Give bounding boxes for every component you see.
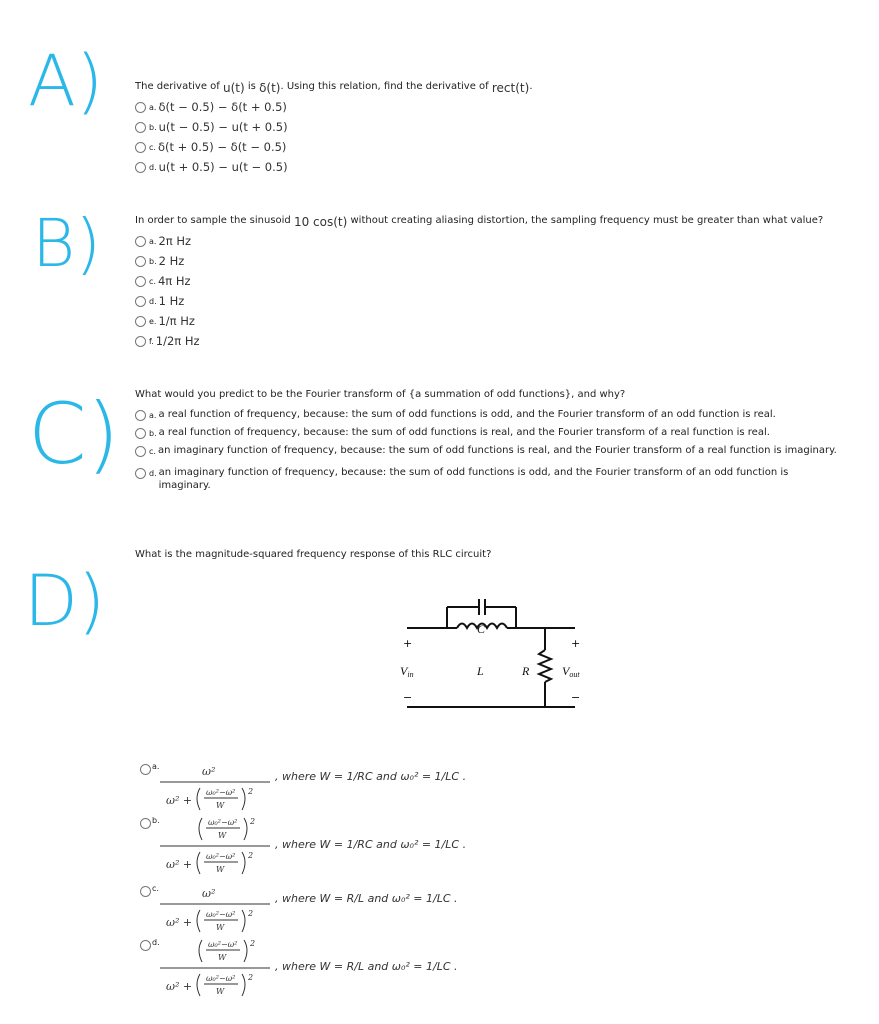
- svg-text:ω₀²−ω²: ω₀²−ω²: [208, 940, 238, 949]
- label-vout: Vout: [562, 664, 580, 679]
- svg-text:2: 2: [250, 939, 256, 948]
- svg-text:2: 2: [248, 973, 254, 982]
- vin-minus: −: [403, 691, 413, 704]
- radio-button[interactable]: [135, 276, 146, 287]
- option-a[interactable]: a. a real function of frequency, because: the sum of odd functions is odd, and the Fourier transform of an odd function is real.: [135, 408, 839, 426]
- option-c[interactable]: c. an imaginary function of frequency, because: the sum of odd functions is real, and the Fourier transform of a real function is imaginary.: [135, 444, 839, 462]
- radio-button[interactable]: [140, 940, 151, 951]
- svg-text:ω²: ω²: [202, 765, 216, 778]
- svg-text:2: 2: [248, 787, 254, 796]
- radio-button[interactable]: [135, 296, 146, 307]
- radio-button[interactable]: [135, 162, 146, 173]
- question-b-text: In order to sample the sinusoid 10 cos(t) without creating aliasing distortion, the sampling frequency must be greater than what value?: [135, 215, 824, 229]
- label-c: C: [477, 622, 486, 636]
- svg-text:2: 2: [250, 817, 256, 826]
- radio-button[interactable]: [135, 102, 146, 113]
- option-a[interactable]: a. δ(t − 0.5) − δ(t + 0.5): [135, 100, 533, 120]
- label-r: R: [522, 664, 530, 678]
- radio-button[interactable]: [135, 236, 146, 247]
- svg-text:ω² +: ω² +: [166, 916, 193, 929]
- vout-minus: −: [571, 691, 581, 704]
- svg-text:W: W: [216, 865, 225, 874]
- question-c-text: What would you predict to be the Fourier transform of {a summation of odd functions}, and why?: [135, 389, 626, 400]
- radio-button[interactable]: [140, 818, 151, 829]
- svg-text:W: W: [218, 953, 227, 962]
- svg-text:ω₀²−ω²: ω₀²−ω²: [206, 788, 236, 797]
- math-10cos-t: 10 cos(t): [293, 215, 348, 229]
- where-clause: , where W = R/L and ω₀² = 1/LC .: [275, 960, 458, 973]
- svg-text:2: 2: [248, 851, 254, 860]
- option-d[interactable]: d. an imaginary function of frequency, because: the sum of odd functions is odd, and the Fourier transform of an odd function is imaginary.: [135, 466, 839, 492]
- formula-a: [158, 762, 278, 816]
- vin-plus: +: [403, 637, 413, 650]
- radio-button[interactable]: [140, 764, 151, 775]
- svg-text:2: 2: [248, 909, 254, 918]
- question-d: [135, 548, 491, 568]
- radio-button[interactable]: [135, 122, 146, 133]
- svg-text:ω₀²−ω²: ω₀²−ω²: [206, 974, 236, 983]
- formula-d: [158, 938, 278, 1006]
- option-b[interactable]: b. a real function of frequency, because: the sum of odd functions is real, and the Fourier transform of a real function is real.: [135, 426, 839, 444]
- radio-button[interactable]: [135, 446, 146, 457]
- question-d-text: What is the magnitude-squared frequency response of this RLC circuit?: [135, 549, 492, 560]
- radio-button[interactable]: [135, 410, 146, 421]
- svg-text:ω² +: ω² +: [166, 794, 193, 807]
- option-b[interactable]: b. u(t − 0.5) − u(t + 0.5): [135, 120, 533, 140]
- radio-button[interactable]: [135, 336, 146, 347]
- formula-c: [158, 884, 278, 938]
- radio-button[interactable]: [135, 256, 146, 267]
- where-clause: , where W = 1/RC and ω₀² = 1/LC .: [275, 770, 467, 783]
- radio-button[interactable]: [135, 142, 146, 153]
- svg-text:W: W: [216, 987, 225, 996]
- option-b[interactable]: b. 2 Hz: [135, 254, 823, 274]
- question-b: [135, 212, 823, 354]
- radio-button[interactable]: [135, 316, 146, 327]
- rlc-circuit-diagram: [395, 595, 605, 720]
- question-c: [135, 388, 839, 492]
- radio-button[interactable]: [135, 428, 146, 439]
- radio-button[interactable]: [140, 886, 151, 897]
- label-vin: Vin: [400, 664, 414, 679]
- svg-text:ω₀²−ω²: ω₀²−ω²: [206, 852, 236, 861]
- resistor-zigzag: [539, 650, 551, 682]
- vout-plus: +: [571, 637, 581, 650]
- math-delta-t: δ(t): [259, 81, 281, 95]
- label-l: L: [477, 664, 484, 678]
- svg-text:W: W: [216, 923, 225, 932]
- svg-text:ω₀²−ω²: ω₀²−ω²: [208, 818, 238, 827]
- option-c[interactable]: c. 4π Hz: [135, 274, 823, 294]
- math-rect-t: rect(t): [491, 81, 530, 95]
- option-c[interactable]: c. δ(t + 0.5) − δ(t − 0.5): [135, 140, 533, 160]
- where-clause: , where W = 1/RC and ω₀² = 1/LC .: [275, 838, 467, 851]
- option-f[interactable]: f. 1/2π Hz: [135, 334, 823, 354]
- svg-text:ω² +: ω² +: [166, 858, 193, 871]
- svg-text:ω₀²−ω²: ω₀²−ω²: [206, 910, 236, 919]
- handwritten-label-b: B): [32, 205, 101, 282]
- question-a: [135, 78, 533, 180]
- math-u-t: u(t): [223, 81, 245, 95]
- option-e[interactable]: e. 1/π Hz: [135, 314, 823, 334]
- svg-text:ω²: ω²: [202, 887, 216, 900]
- svg-text:W: W: [216, 801, 225, 810]
- svg-text:ω² +: ω² +: [166, 980, 193, 993]
- option-a[interactable]: a. 2π Hz: [135, 234, 823, 254]
- handwritten-label-a: A): [28, 40, 104, 122]
- handwritten-label-c: C): [28, 385, 120, 483]
- radio-button[interactable]: [135, 468, 146, 479]
- option-d[interactable]: d. u(t + 0.5) − u(t − 0.5): [135, 160, 533, 180]
- option-d[interactable]: d. 1 Hz: [135, 294, 823, 314]
- where-clause: , where W = R/L and ω₀² = 1/LC .: [275, 892, 458, 905]
- formula-b: [158, 816, 278, 884]
- question-a-text: The derivative of u(t) is δ(t). Using this relation, find the derivative of rect(t).: [135, 81, 533, 95]
- handwritten-label-d: D): [24, 560, 106, 642]
- svg-text:W: W: [218, 831, 227, 840]
